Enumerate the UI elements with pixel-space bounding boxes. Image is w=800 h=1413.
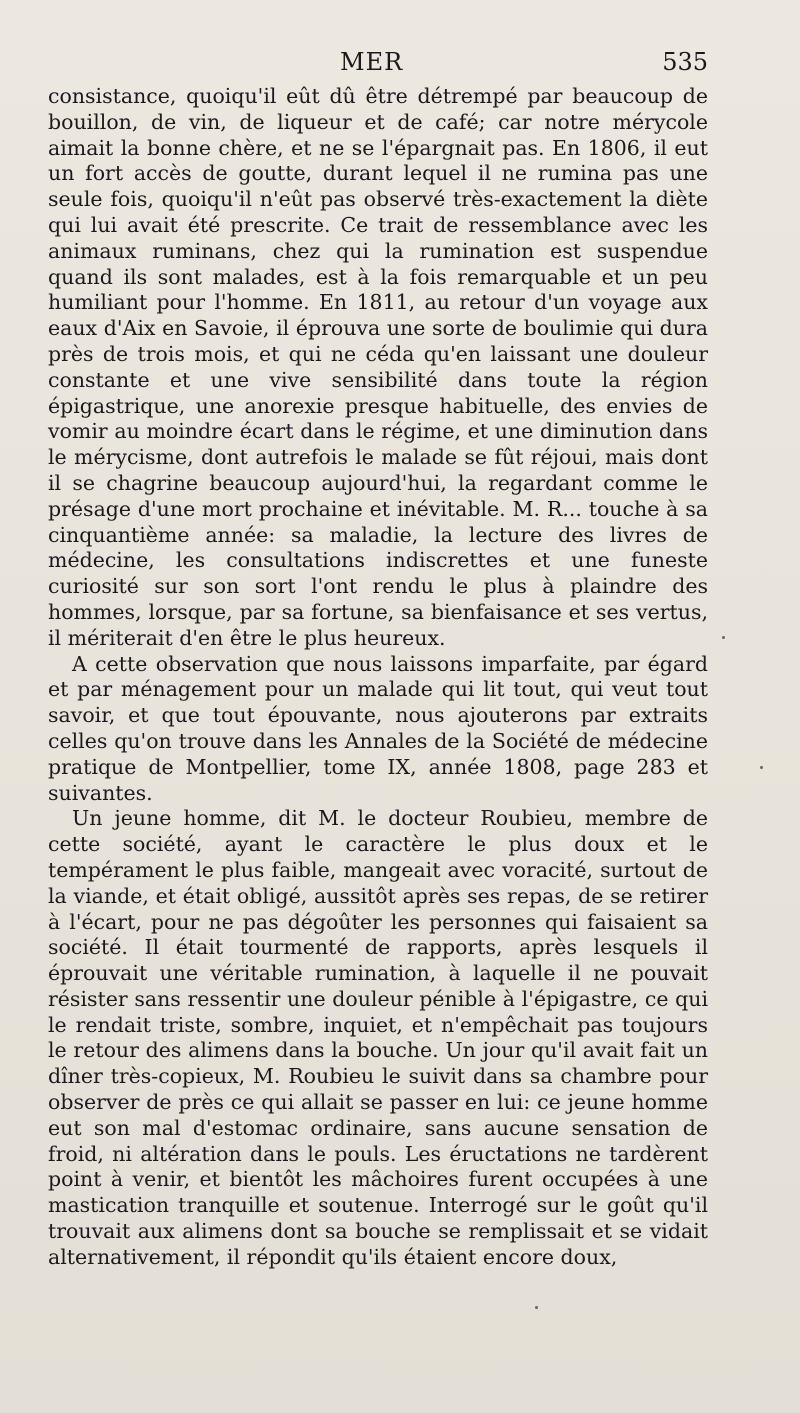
paper-speck [535,1306,538,1309]
paragraph-1: consistance, quoiqu'il eût dû être détrempé par beaucoup de bouillon, de vin, de liqueur et de café; car notre mérycole aimait la bonne chère, et ne se l'épargnait pas. En 1806, il eut un fort accès de goutte, durant lequel il ne rumina pas une seule fois, quoiqu'il n'eût pas observé très-exactement la diète qui lui avait été prescrite. Ce trait de ressemblance avec les animaux ruminans, chez qui la rumination est suspendue quand ils sont malades, est à la fois remarquable et un peu humiliant pour l'homme. En 1811, au retour d'un voyage aux eaux d'Aix en Savoie, il éprouva une sorte de boulimie qui dura près de trois mois, et qui ne céda qu'en laissant une douleur constante et une vive sensibilité dans toute la région épigastrique, une anorexie presque habituelle, des envies de vomir au moindre écart dans le régime, et une diminution dans le mérycisme, dont autrefois le malade se fût réjoui, mais dont il se chagrine beaucoup aujourd'hui, la regardant comme le présage d'une mort prochaine et inévitable. M. R... touche à sa cinquantième année: sa maladie, la lecture des livres de médecine, les consultations indiscrettes et une funeste curiosité sur son sort l'ont rendu le plus à plaindre des hommes, lorsque, par sa fortune, sa bienfaisance et ses vertus, il mériterait d'en être le plus heureux. [48,84,708,650]
paper-speck [760,766,763,769]
page-body [48,84,708,1271]
running-header [0,48,800,82]
paragraph-2: A cette observation que nous laissons imparfaite, par égard et par ménagement pour un malade qui lit tout, qui veut tout savoir, et que tout épouvante, nous ajouterons par extraits celles qu'on trouve dans les Annales de la Société de médecine pratique de Montpellier, tome IX, année 1808, page 283 et suivantes. [48,651,708,805]
running-title: MER [340,48,404,76]
paragraph-3: Un jeune homme, dit M. le docteur Roubieu, membre de cette société, ayant le caractère le plus doux et le tempérament le plus faible, mangeait avec voracité, surtout de la viande, et était obligé, aussitôt après ses repas, de se retirer à l'écart, pour ne pas dégoûter les personnes qui faisaient sa société. Il était tourmenté de rapports, après lesquels il éprouvait une véritable rumination, à laquelle il ne pouvait résister sans ressentir une douleur pénible à l'épigastre, ce qui le rendait triste, sombre, inquiet, et n'empêchait pas toujours le retour des alimens dans la bouche. Un jour qu'il avait fait un dîner très-copieux, M. Roubieu le suivit dans sa chambre pour observer de près ce qui allait se passer en lui: ce jeune homme eut son mal d'estomac ordinaire, sans aucune sensation de froid, ni altération dans le pouls. Les éructations ne tardèrent point à venir, et bientôt les mâchoires furent occupées à une mastication tranquille et soutenue. Interrogé sur le goût qu'il trouvait aux alimens dont sa bouche se remplissait et se vidait alternativement, il répondit qu'ils étaient encore doux, [48,806,708,1269]
page-number: 535 [662,48,708,76]
paper-speck [722,636,725,639]
